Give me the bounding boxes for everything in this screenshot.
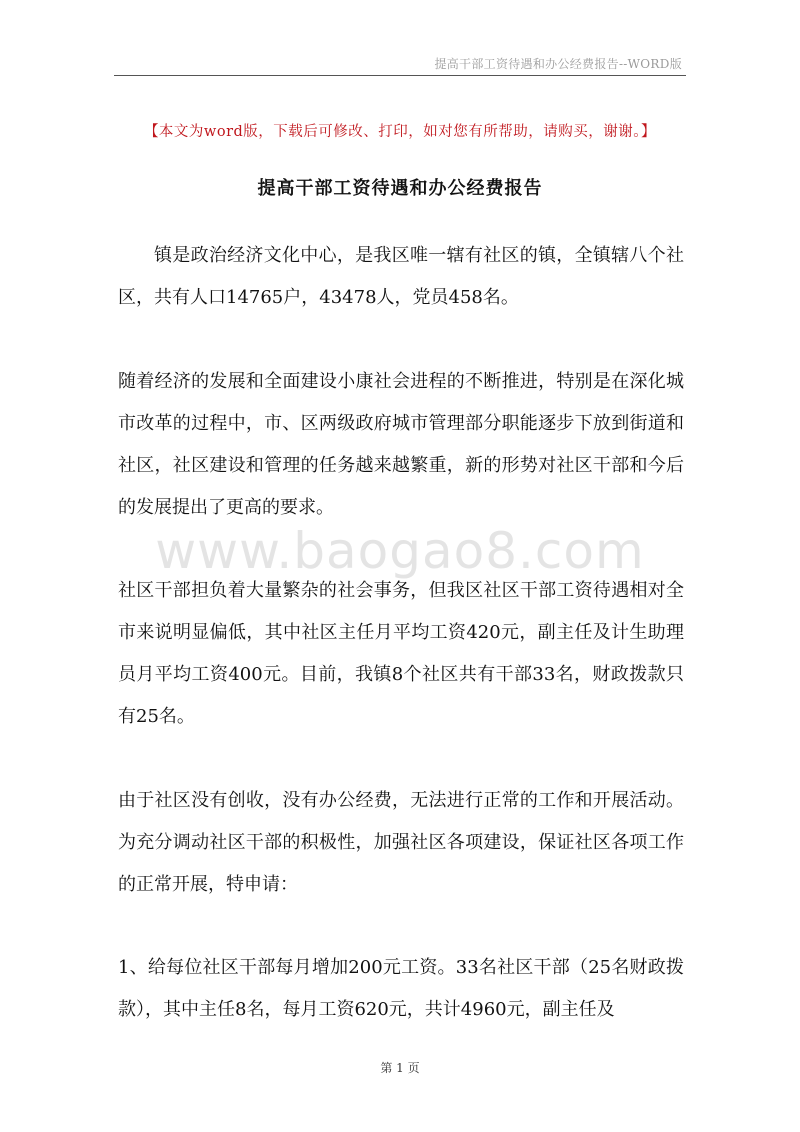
paragraph-3: 社区干部担负着大量繁杂的社会事务，但我区社区干部工资待遇相对全市来说明显偏低，其中社区主任月平均工资420元，副主任及计生助理员月平均工资400元。目前，我镇8个社区共有干部33名，财政拨款只有25名。 [118,580,684,727]
purchase-notice: 【本文为word版，下载后可修改、打印，如对您有所帮助，请购买，谢谢。】 [143,124,657,140]
page-number: 第 1 页 [380,1061,420,1075]
paragraph-4: 由于社区没有创收，没有办公经费，无法进行正常的工作和开展活动。为充分调动社区干部的积极性，加强社区各项建设，保证社区各项工作的正常开展，特申请： [118,790,684,895]
running-header: 提高干部工资待遇和办公经费报告--WORD版 [434,57,682,71]
paragraph-1: 镇是政治经济文化中心，是我区唯一辖有社区的镇，全镇辖八个社区，共有人口14765户，43478人，党员458名。 [118,245,684,308]
document-title: 提高干部工资待遇和办公经费报告 [257,178,543,199]
header-rule [114,75,686,76]
watermark: www.baogao8.com [155,522,645,580]
paragraph-5: 1、给每位社区干部每月增加200元工资。33名社区干部（25名财政拨款），其中主任8名，每月工资620元，共计4960元，副主任及 [118,957,684,1020]
paragraph-2: 随着经济的发展和全面建设小康社会进程的不断推进，特别是在深化城市改革的过程中，市、区两级政府城市管理部分职能逐步下放到街道和社区，社区建设和管理的任务越来越繁重，新的形势对社区干部和今后的发展提出了更高的要求。 [118,371,684,518]
